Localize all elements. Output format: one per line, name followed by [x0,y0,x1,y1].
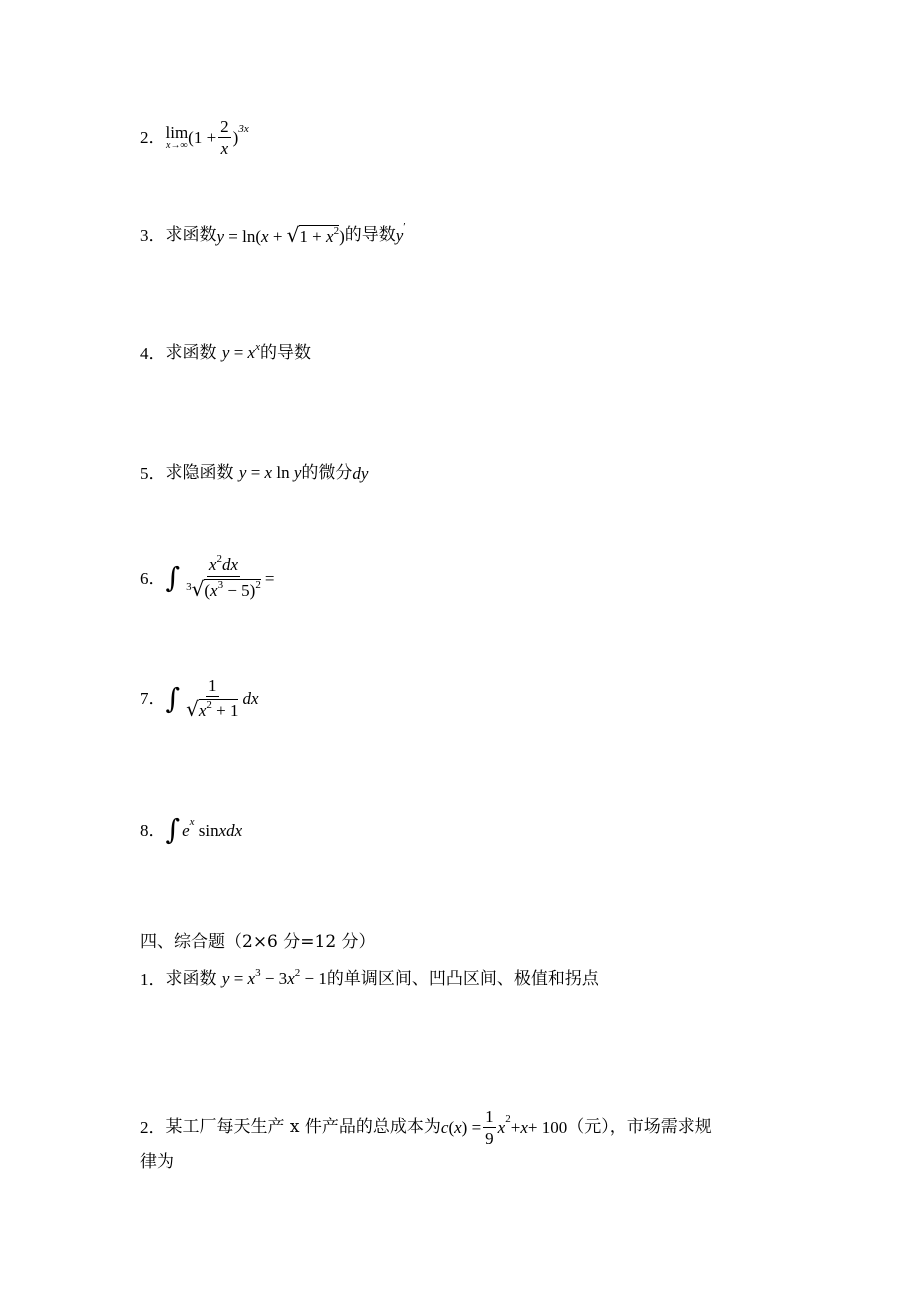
integral-expression: ∫ e x sin xdx [165,813,243,846]
problem-suffix: 的导数 [259,342,311,363]
section4-question-2 [140,1108,712,1147]
problem-number: 3． [140,226,166,245]
problem-prefix: 求隐函数 [165,462,234,483]
formula: y = x ln y [238,463,302,482]
problem-suffix: 的单调区间、凹凸区间、极值和拐点 [326,968,599,989]
problem-prefix: 求函数 [165,342,217,363]
problem-number: 2． [140,128,166,147]
problem-number: 5． [140,463,166,483]
problem-6 [140,553,275,601]
problem-4 [140,341,311,363]
problem-suffix: 的导数 [344,225,396,245]
limit-expression: lim x→∞ (1 + $\frac{2}{x}$ ) 3x [165,117,249,158]
problem-prefix: 某工厂每天生产 x 件产品的总成本为 [165,1117,441,1137]
formula: $y = x^3 - 3x^2 - 1$ [221,967,327,988]
problem-prefix: 求函数 [165,225,217,245]
problem-number: 8． [140,820,166,840]
problem-number: 1． [140,969,166,989]
problem-number: 6． [140,568,166,588]
problem-suffix: 的微分 [301,462,353,483]
formula: $y = \ln(x + √1 + x^2)$ [216,223,345,247]
problem-8 [140,813,243,846]
problem-3: 3． 求函数 $y = \ln(x + √1 + x^2)$ 的导数 y ′ [140,221,406,247]
section-heading: 四、综合题（2×6 分=12 分） [140,932,376,952]
integral-expression: ∫ $\frac{x^2dx}{^3√(x^3 - 5)^2}$ = [165,553,275,601]
problem-suffix: （元），市场需求规 [567,1117,712,1137]
problem-7 [140,677,259,720]
section4-question-1 [140,967,599,989]
formula: $y = x^x$ [221,341,260,362]
integral-expression: ∫ $\frac{1}{√x^2 + 1}$ dx [165,676,259,721]
problem-5: 5． 求隐函数 y = x ln y 的微分 dy [140,462,369,483]
problem-2 [140,118,249,157]
problem-prefix: 求函数 [165,968,217,989]
problem-number: 7． [140,689,166,708]
section4-question-2-continued: 律为 [140,1152,174,1172]
formula: c ( x ) = $\frac{1}{9}$ x 2 + x + 100 [440,1107,568,1148]
problem-number: 4． [140,343,166,363]
problem-number: 2． [140,1118,166,1137]
